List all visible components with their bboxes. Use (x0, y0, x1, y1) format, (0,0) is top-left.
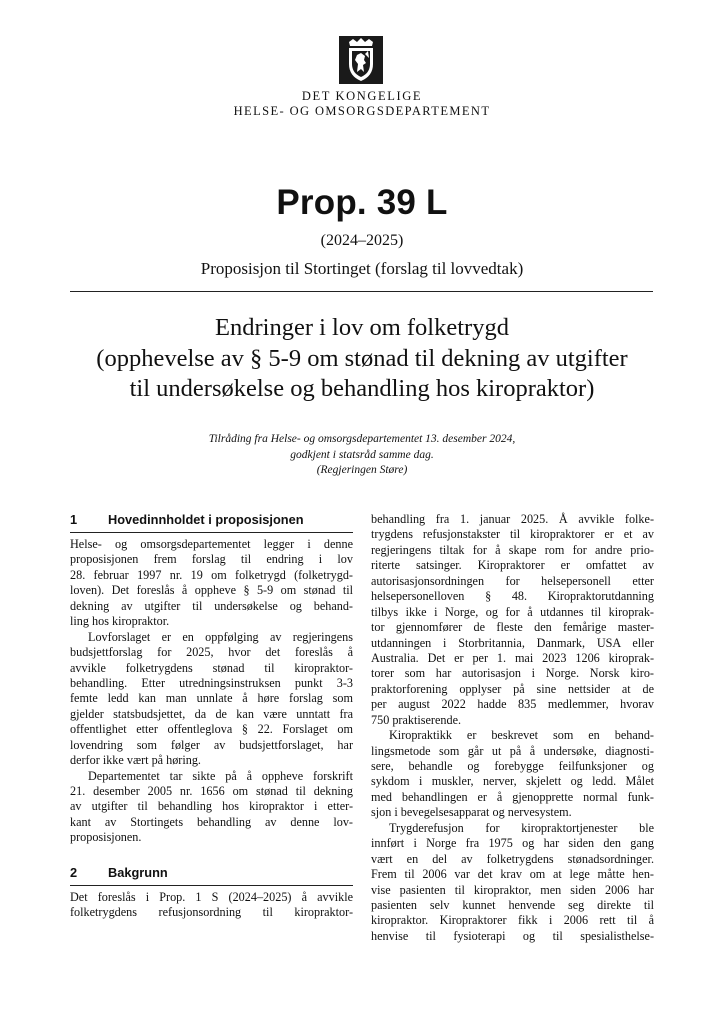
section-heading (70, 865, 353, 886)
text-line: Australia. Det er per 1. mai 2023 1206 kiroprak- (371, 650, 654, 665)
session-years: (2024–2025) (320, 232, 404, 249)
text-line: derfor ikke vært på høring. (70, 753, 201, 768)
main-title-line: Endringer i lov om folketrygd (215, 314, 509, 341)
text-line: Frem til 2006 var det krav om at lege måtte hen- (371, 867, 654, 882)
text-line: folketrygdens refusjonsordning til kiropraktor- (70, 905, 353, 920)
text-line: tilbys ikke i Norge, og for å utdannes til kiroprak- (371, 604, 654, 619)
text-line: praktorforening opplyser på sine nettsider at de (371, 681, 654, 696)
title-divider (70, 291, 653, 292)
recommendation-line: Tilråding fra Helse- og omsorgsdepartementet 13. desember 2024, (208, 433, 516, 445)
text-line: av utgifter til behandling hos kiropraktor i etter- (70, 799, 353, 814)
text-line: 750 praktiserende. (371, 712, 462, 727)
text-line: gjelder statsbudsjettet, da de kan være unntatt fra (70, 706, 353, 721)
text-line: innført i Norge fra 1975 og har siden den gang (371, 836, 654, 851)
text-line: Lovforslaget er en oppfølging av regjeringens (88, 629, 353, 644)
text-line: med behandlingen er å gjenopprette normal funk- (371, 789, 654, 804)
text-line: helsepersonelloven § 48. Kiropraktorutdanning (371, 589, 654, 604)
text-line: utdanningen i Storbritannia, Danmark, USA eller (371, 635, 654, 650)
main-title (60, 313, 664, 405)
right-column (371, 512, 654, 944)
text-line: kant av Stortingets behandling av denne lov- (70, 814, 353, 829)
text-line: regjeringens tiltak for å skape rom for andre prio- (371, 542, 654, 557)
text-line: autorisasjonsordningen for helsepersonell etter (371, 573, 654, 588)
text-line: vært en del av folketrygdens stønadsordninger. (371, 851, 654, 866)
text-line: per august 2022 hadde 835 medlemmer, hvorav (371, 697, 654, 712)
text-line: proposisjonen. (70, 830, 142, 845)
text-line: Det foreslås i Prop. 1 S (2024–2025) å avvikle (70, 889, 353, 904)
paragraph (70, 537, 353, 630)
section-title: Hovedinnholdet i proposisjonen (108, 512, 304, 527)
recommendation-line: godkjent i statsråd samme dag. (290, 448, 434, 461)
text-line: 28. februar 1997 nr. 19 om folketrygd (folketrygd- (70, 567, 353, 582)
text-line: sjon i bevegelsesapparat og nervesystem. (371, 805, 572, 820)
text-line: Trygderefusjon for kiropraktortjenester ble (389, 820, 654, 835)
text-line: behandling. Etter utredningsinstruksen punkt 3-3 (70, 675, 353, 690)
paragraph (371, 821, 654, 945)
paragraph (70, 769, 353, 846)
section-number: 2 (70, 864, 78, 880)
text-line: Kiropraktikk er beskrevet som en behand- (389, 728, 654, 743)
section-title: Bakgrunn (108, 864, 168, 880)
text-line: vise pasienten til kiropraktor, men siden 2006 har (371, 882, 654, 897)
text-line: torer som har autorisasjon i Norge. Norsk kiro- (371, 666, 654, 681)
text-line: behandling fra 1. januar 2025. Å avvikle folke- (371, 512, 654, 526)
text-line: avvikle folketrygdens stønad til kiropraktor- (70, 660, 353, 675)
text-line: tor gjennomfører de fleste den femårige master- (371, 620, 654, 635)
coat-of-arms-icon (337, 36, 385, 84)
paragraph (70, 630, 353, 769)
text-line: dekning av utgifter til undersøkelse og behand- (70, 598, 353, 613)
text-line: budsjettforslag for 2025, hvor det foreslås å (70, 645, 353, 660)
section-number: 1 (70, 512, 78, 527)
text-line: sykdom i muskler, nerver, skjelett og ledd. Målet (371, 774, 654, 789)
text-line: loven). Det foreslås å oppheve § 5-9 om stønad til (70, 583, 353, 598)
text-line: pasienten selv kunnet henvende seg direkte til (371, 897, 654, 912)
proposition-type: Proposisjon til Stortinget (forslag til lovvedtak) (200, 259, 524, 278)
text-line: lovendring som følger av budsjettforslaget, har (70, 737, 353, 752)
text-line: ling hos kiropraktor. (70, 614, 170, 629)
main-title-line: til undersøkelse og behandling hos kiropraktor) (129, 375, 595, 402)
text-line: sere, behandle og forebygge feilfunksjoner og (371, 759, 654, 773)
department-line1: DET KONGELIGE (301, 89, 423, 103)
paragraph (70, 890, 353, 921)
paragraph (371, 728, 654, 821)
text-line: Departementet tar sikte på å oppheve forskrift (88, 768, 353, 783)
text-line: lingsmetode som går ut på å undersøke, diagnosti- (371, 743, 654, 758)
left-column (70, 512, 353, 921)
recommendation-note (0, 432, 724, 479)
paragraph (371, 512, 654, 728)
text-line: femte ledd kan man unnlate å høre forslag som (70, 691, 353, 706)
recommendation-line: (Regjeringen Støre) (316, 464, 408, 476)
text-line: trygdens refusjonstakster til kiropraktorer er et av (371, 527, 654, 542)
text-line: riterte satsinger. Kiropraktorer er omfattet av (371, 558, 654, 573)
text-line: Helse- og omsorgsdepartementet legger i denne (70, 537, 353, 551)
text-line: henvise til fysioterapi og til spesialisthelse- (371, 928, 654, 943)
text-line: kiropraktor. Kiropraktorer fikk i 2006 rett til å (371, 913, 654, 928)
main-title-line: (opphevelse av § 5-9 om stønad til dekning av utgifter (96, 344, 628, 372)
section-heading (70, 512, 353, 533)
text-line: 21. desember 2005 nr. 1656 om stønad til dekning (70, 784, 353, 798)
department-line2: HELSE- OG OMSORGSDEPARTEMENT (233, 104, 491, 118)
text-line: proposisjonen frem forslag til endring i lov (70, 552, 353, 567)
text-line: offentlighet etter offentleglova § 22. Forslaget om (70, 722, 353, 737)
proposition-title: Prop. 39 L (276, 183, 448, 222)
